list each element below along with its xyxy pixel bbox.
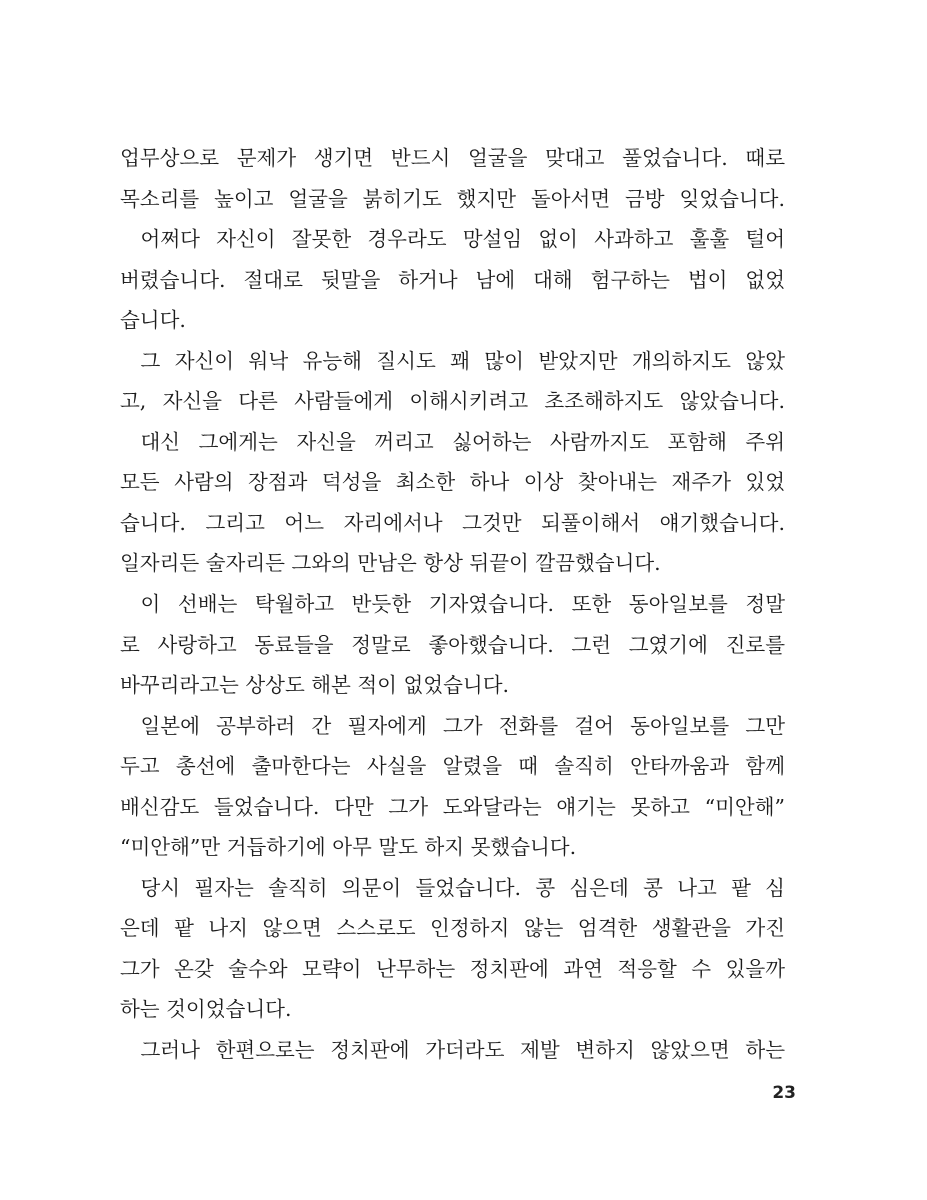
text-line-15: 일본에 공부하러 간 필자에게 그가 전화를 걸어 동아일보를 그만 — [140, 713, 785, 738]
page-number: 23 — [772, 1083, 796, 1103]
text-line-7: 고, 자신을 다른 사람들에게 이해시키려고 초조해하지도 않았습니다. — [120, 389, 785, 414]
text-line-23: 그러나 한편으로는 정치판에 가더라도 제발 변하지 않았으면 하는 — [140, 1038, 785, 1063]
text-line-8: 대신 그에게는 자신을 꺼리고 싫어하는 사람까지도 포함해 주위 — [140, 429, 785, 454]
text-line-2: 목소리를 높이고 얼굴을 붉히기도 했지만 돌아서면 금방 잊었습니다. — [120, 186, 785, 211]
text-line-12: 이 선배는 탁월하고 반듯한 기자였습니다. 또한 동아일보를 정말 — [140, 592, 785, 617]
text-line-1: 업무상으로 문제가 생기면 반드시 얼굴을 맞대고 풀었습니다. 때로 — [120, 146, 785, 170]
text-line-13: 로 사랑하고 동료들을 정말로 좋아했습니다. 그런 그였기에 진로를 — [120, 632, 785, 657]
text-line-17: 배신감도 들었습니다. 다만 그가 도와달라는 얘기는 못하고 “미안해” — [120, 794, 785, 819]
body-text — [120, 138, 785, 1071]
text-line-20: 은데 팥 나지 않으면 스스로도 인정하지 않는 엄격한 생활관을 가진 — [120, 916, 785, 941]
text-line-10: 습니다. 그리고 어느 자리에서나 그것만 되풀이해서 얘기했습니다. — [120, 510, 785, 535]
text-line-22: 하는 것이었습니다. — [120, 997, 292, 1022]
text-line-21: 그가 온갖 술수와 모략이 난무하는 정치판에 과연 적응할 수 있을까 — [120, 956, 785, 981]
text-line-4: 버렸습니다. 절대로 뒷말을 하거나 남에 대해 험구하는 법이 없었 — [120, 267, 785, 292]
text-line-11: 일자리든 술자리든 그와의 만남은 항상 뒤끝이 깔끔했습니다. — [120, 551, 661, 576]
text-line-9: 모든 사람의 장점과 덕성을 최소한 하나 이상 찾아내는 재주가 있었 — [120, 470, 785, 495]
text-line-6: 그 자신이 워낙 유능해 질시도 꽤 많이 받았지만 개의하지도 않았 — [140, 348, 785, 373]
text-line-14: 바꾸리라고는 상상도 해본 적이 없었습니다. — [120, 673, 510, 698]
text-line-5: 습니다. — [120, 308, 186, 333]
text-line-3: 어쩌다 자신이 잘못한 경우라도 망설임 없이 사과하고 훌훌 털어 — [140, 227, 785, 252]
text-line-18: “미안해”만 거듭하기에 아무 말도 하지 못했습니다. — [120, 835, 577, 860]
text-line-19: 당시 필자는 솔직히 의문이 들었습니다. 콩 심은데 콩 나고 팥 심 — [140, 875, 785, 900]
text-line-16: 두고 총선에 출마한다는 사실을 알렸을 때 솔직히 안타까움과 함께 — [120, 754, 785, 779]
